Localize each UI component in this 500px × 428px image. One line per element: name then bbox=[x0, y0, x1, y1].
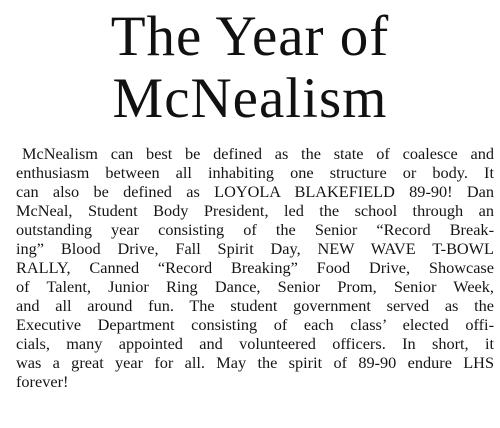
page-title-line-2: McNealism bbox=[112, 67, 388, 130]
article-line: enthusiasm between all inhabiting one structure or body. It bbox=[16, 163, 494, 182]
page-title-line-1: The Year of bbox=[110, 5, 390, 68]
article-line: forever! bbox=[16, 372, 69, 391]
article-line: RALLY, Canned “Record Breaking” Food Drive, Showcase bbox=[16, 258, 494, 277]
article-line: and all around fun. The student government served as the bbox=[16, 296, 494, 315]
article-line: can also be defined as LOYOLA BLAKEFIELD 89-90! Dan bbox=[16, 182, 494, 201]
article-line: cials, many appointed and volunteered officers. In short, it bbox=[16, 334, 494, 353]
article-line: of Talent, Junior Ring Dance, Senior Prom, Senior Week, bbox=[16, 277, 494, 296]
article-line: outstanding year consisting of the Senior “Record Break- bbox=[16, 220, 494, 239]
article-line: McNealism can best be defined as the state of coalesce and bbox=[22, 144, 494, 163]
article-line: ing” Blood Drive, Fall Spirit Day, NEW WAVE T-BOWL bbox=[16, 239, 494, 258]
article-line: McNeal, Student Body President, led the school through an bbox=[16, 201, 494, 220]
article-line: was a great year for all. May the spirit of 89-90 endure LHS bbox=[16, 353, 494, 372]
article-line: Executive Department consisting of each class’ elected offi- bbox=[16, 315, 494, 334]
